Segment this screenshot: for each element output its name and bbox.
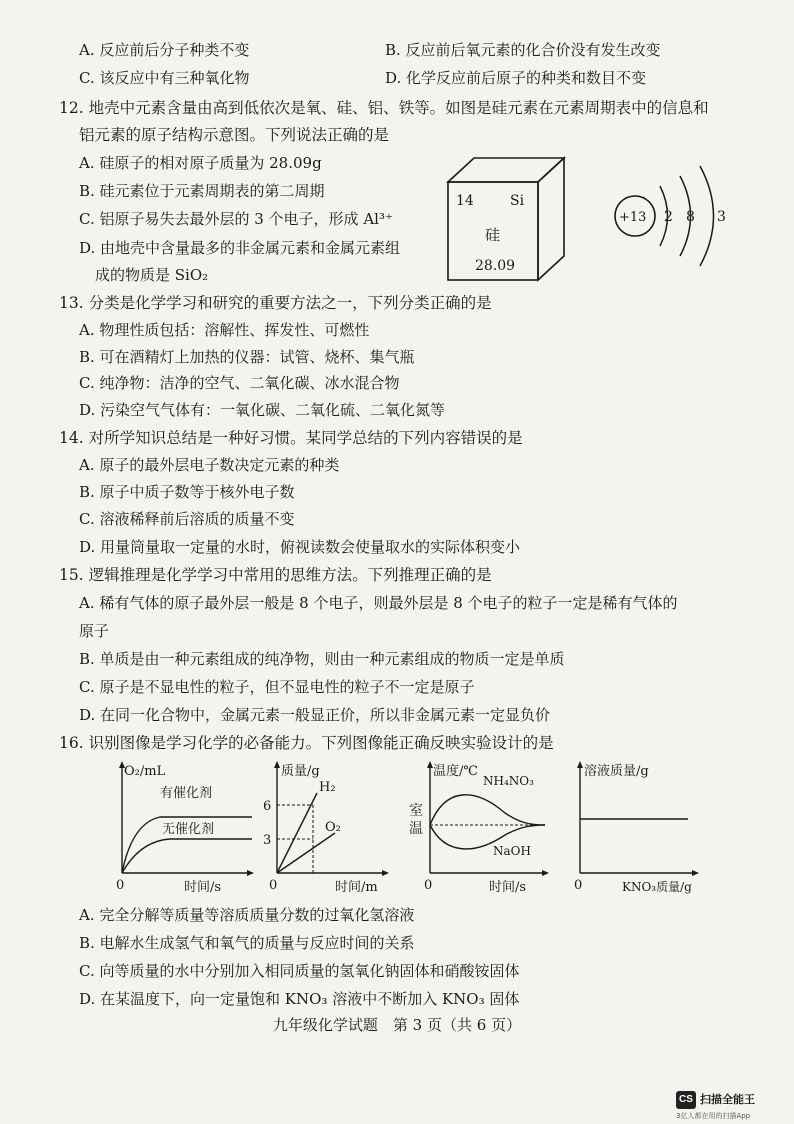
q12-option-d-line2: 成的物质是 SiO₂ (95, 266, 209, 284)
q14-stem: 14. 对所学知识总结是一种好习惯。某同学总结的下列内容错误的是 (59, 429, 523, 447)
q12-option-d-line1: D. 由地壳中含量最多的非金属元素和金属元素组 (79, 239, 401, 257)
q11-option-d: D. 化学反应前后原子的种类和数目不变 (385, 69, 647, 87)
g1-origin: 0 (116, 878, 125, 893)
g4-ylabel: 溶液质量/g (584, 764, 649, 779)
q13-option-a: A. 物理性质包括：溶解性、挥发性、可燃性 (79, 321, 370, 339)
q16-option-a: A. 完全分解等质量等溶质质量分数的过氧化氢溶液 (79, 906, 415, 924)
silicon-element-cube (440, 150, 570, 285)
q16-option-d: D. 在某温度下，向一定量饱和 KNO₃ 溶液中不断加入 KNO₃ 固体 (79, 990, 520, 1008)
g2-origin: 0 (269, 878, 278, 893)
q11-option-a: A. 反应前后分子种类不变 (79, 41, 250, 59)
al-shell-3: 3 (717, 209, 726, 225)
scanner-logo-icon: CS (676, 1091, 696, 1109)
q16-graph-c (405, 755, 555, 895)
q15-stem: 15. 逻辑推理是化学学习中常用的思维方法。下列推理正确的是 (59, 566, 492, 584)
q16-graph-a (100, 755, 260, 895)
q13-option-c: C. 纯净物：洁净的空气、二氧化碳、冰水混合物 (79, 374, 400, 392)
g3-origin: 0 (424, 878, 433, 893)
si-symbol: Si (510, 193, 525, 209)
q11-option-b: B. 反应前后氧元素的化合价没有发生改变 (385, 41, 661, 59)
q14-option-d: D. 用量筒量取一定量的水时，俯视读数会使量取水的实际体积变小 (79, 538, 521, 556)
q15-option-c: C. 原子是不显电性的粒子，但不显电性的粒子不一定是原子 (79, 678, 475, 696)
q12-option-a: A. 硅原子的相对原子质量为 28.09g (79, 154, 322, 172)
q16-stem: 16. 识别图像是学习化学的必备能力。下列图像能正确反映实验设计的是 (59, 734, 554, 752)
q14-option-c: C. 溶液稀释前后溶质的质量不变 (79, 510, 295, 528)
g2-tick-3: 3 (263, 833, 272, 848)
g3-ylabel: 温度/℃ (433, 764, 478, 779)
al-nucleus-charge: +13 (619, 210, 647, 225)
q13-option-d: D. 污染空气气体有：一氧化碳、二氧化硫、二氧化氮等 (79, 401, 446, 419)
al-shell-2: 8 (686, 209, 695, 225)
q16-graph-d (560, 755, 710, 895)
g4-xlabel: KNO₃质量/g (622, 880, 692, 894)
q15-option-a-line1: A. 稀有气体的原子最外层一般是 8 个电子，则最外层是 8 个电子的粒子一定是稀有气体的 (79, 594, 678, 612)
g3-room-2: 温 (409, 821, 423, 837)
g3-lower-label: NaOH (493, 844, 531, 858)
q14-option-a: A. 原子的最外层电子数决定元素的种类 (79, 456, 340, 474)
al-shell-1: 2 (664, 209, 673, 225)
si-atomic-mass: 28.09 (475, 258, 516, 274)
scanner-app-name: 扫描全能王 (700, 1093, 755, 1106)
q15-option-d: D. 在同一化合物中，金属元素一般显正价，所以非金属元素一定显负价 (79, 706, 551, 724)
q13-stem: 13. 分类是化学学习和研究的重要方法之一，下列分类正确的是 (59, 294, 492, 312)
g3-upper-label: NH₄NO₃ (483, 774, 534, 788)
aluminium-atom-diagram (605, 160, 740, 280)
g2-xlabel: 时间/m (335, 880, 378, 895)
q15-option-b: B. 单质是由一种元素组成的纯净物，则由一种元素组成的物质一定是单质 (79, 650, 565, 668)
q11-option-c: C. 该反应中有三种氧化物 (79, 69, 250, 87)
g1-xlabel: 时间/s (184, 880, 222, 895)
scanner-app-tagline: 3亿人都在用的扫描App (676, 1112, 751, 1120)
q12-stem-line1: 12. 地壳中元素含量由高到低依次是氧、硅、铝、铁等。如图是硅元素在元素周期表中的信息和 (59, 99, 709, 117)
q14-option-b: B. 原子中质子数等于核外电子数 (79, 483, 295, 501)
g1-label-catalyst: 有催化剂 (160, 786, 213, 801)
g1-label-no-catalyst: 无催化剂 (162, 822, 215, 837)
g2-h2-label: H₂ (319, 780, 336, 795)
q12-option-c: C. 铝原子易失去最外层的 3 个电子，形成 Al³⁺ (79, 210, 393, 228)
q12-stem-line2: 铝元素的原子结构示意图。下列说法正确的是 (79, 126, 390, 144)
g2-tick-6: 6 (263, 799, 272, 814)
q16-graph-b (255, 755, 395, 895)
q12-option-b: B. 硅元素位于元素周期表的第二周期 (79, 182, 325, 200)
g3-room-1: 室 (409, 803, 423, 819)
q16-option-b: B. 电解水生成氢气和氧气的质量与反应时间的关系 (79, 934, 415, 952)
page-footer: 九年级化学试题 第 3 页（共 6 页） (272, 1016, 522, 1034)
g3-xlabel: 时间/s (489, 880, 527, 895)
g2-ylabel: 质量/g (281, 764, 320, 779)
si-name: 硅 (485, 226, 501, 244)
si-atomic-number: 14 (456, 193, 474, 209)
g4-origin: 0 (574, 878, 583, 893)
q16-option-c: C. 向等质量的水中分别加入相同质量的氢氧化钠固体和硝酸铵固体 (79, 962, 520, 980)
q15-option-a-line2: 原子 (79, 622, 110, 640)
q13-option-b: B. 可在酒精灯上加热的仪器：试管、烧杯、集气瓶 (79, 348, 415, 366)
g1-ylabel: O₂/mL (124, 764, 166, 779)
g2-o2-label: O₂ (325, 820, 341, 835)
